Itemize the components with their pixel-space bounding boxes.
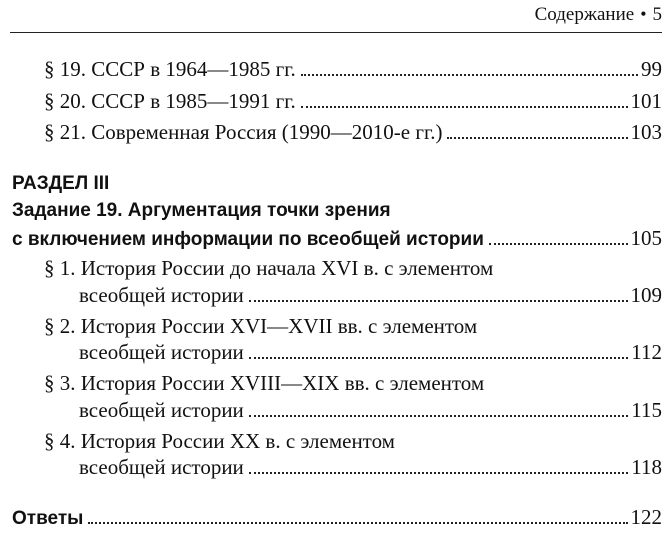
toc-entry-label: § 19. СССР в 1964—1985 гг. xyxy=(44,57,296,81)
dot-leader xyxy=(249,357,628,359)
toc-entry-page: 115 xyxy=(631,398,662,422)
toc-entry[interactable] xyxy=(79,340,662,365)
section-heading: РАЗДЕЛ III xyxy=(12,173,110,194)
task-heading-line1: Задание 19. Аргументация точки зрения xyxy=(12,200,391,221)
toc-entry-label: § 4. История России XX в. с элементом xyxy=(44,429,395,453)
running-head-title: Содержание xyxy=(534,4,635,25)
page-number: 5 xyxy=(652,4,662,25)
task-heading-line2: с включением информации по всеобщей истории xyxy=(12,229,484,250)
toc-entry-page: 122 xyxy=(630,505,662,529)
dot-leader xyxy=(301,74,638,76)
toc-entry-label-cont: всеобщей истории xyxy=(79,340,244,364)
toc-entry-page: 105 xyxy=(630,226,662,250)
toc-entry-page: 112 xyxy=(631,340,662,364)
toc-entry[interactable] xyxy=(44,89,662,114)
toc-entry-label: § 1. История России до начала XVI в. с элементом xyxy=(44,256,494,280)
answers-label: Ответы xyxy=(12,508,84,529)
toc-entry-label: § 20. СССР в 1985—1991 гг. xyxy=(44,89,296,113)
toc-entry-page: 109 xyxy=(630,283,662,307)
toc-entry[interactable] xyxy=(79,398,662,423)
dot-leader xyxy=(249,415,628,417)
toc-entry[interactable] xyxy=(79,455,662,480)
toc-entry[interactable] xyxy=(79,283,662,308)
dot-leader xyxy=(249,300,628,302)
toc-entry-label: § 3. История России XVIII—XIX вв. с элементом xyxy=(44,371,485,395)
toc-entry-label: § 21. Современная Россия (1990—2010-е гг.) xyxy=(44,120,443,144)
toc-entry-label-cont: всеобщей истории xyxy=(79,455,244,479)
dot-leader xyxy=(88,522,627,524)
toc-entry-label: § 2. История России XVI—XVII вв. с элементом xyxy=(44,314,478,338)
toc-entry-label-cont: всеобщей истории xyxy=(79,398,244,422)
running-head xyxy=(535,4,662,26)
toc-entry[interactable] xyxy=(44,120,662,145)
toc-entry-task[interactable] xyxy=(12,226,662,251)
dot-leader xyxy=(249,472,628,474)
toc-entry-answers[interactable] xyxy=(12,505,662,530)
dot-leader xyxy=(447,137,627,139)
toc-entry-page: 101 xyxy=(630,89,662,113)
toc-entry-page: 103 xyxy=(630,120,662,144)
toc-entry-page: 118 xyxy=(631,455,662,479)
dot-leader xyxy=(489,243,628,245)
dot-leader xyxy=(301,106,628,108)
toc-entry[interactable] xyxy=(44,57,662,82)
header-rule xyxy=(10,32,662,33)
running-head-bullet: • xyxy=(640,4,647,24)
toc-entry-label-cont: всеобщей истории xyxy=(79,283,244,307)
toc-entry-page: 99 xyxy=(641,57,662,81)
